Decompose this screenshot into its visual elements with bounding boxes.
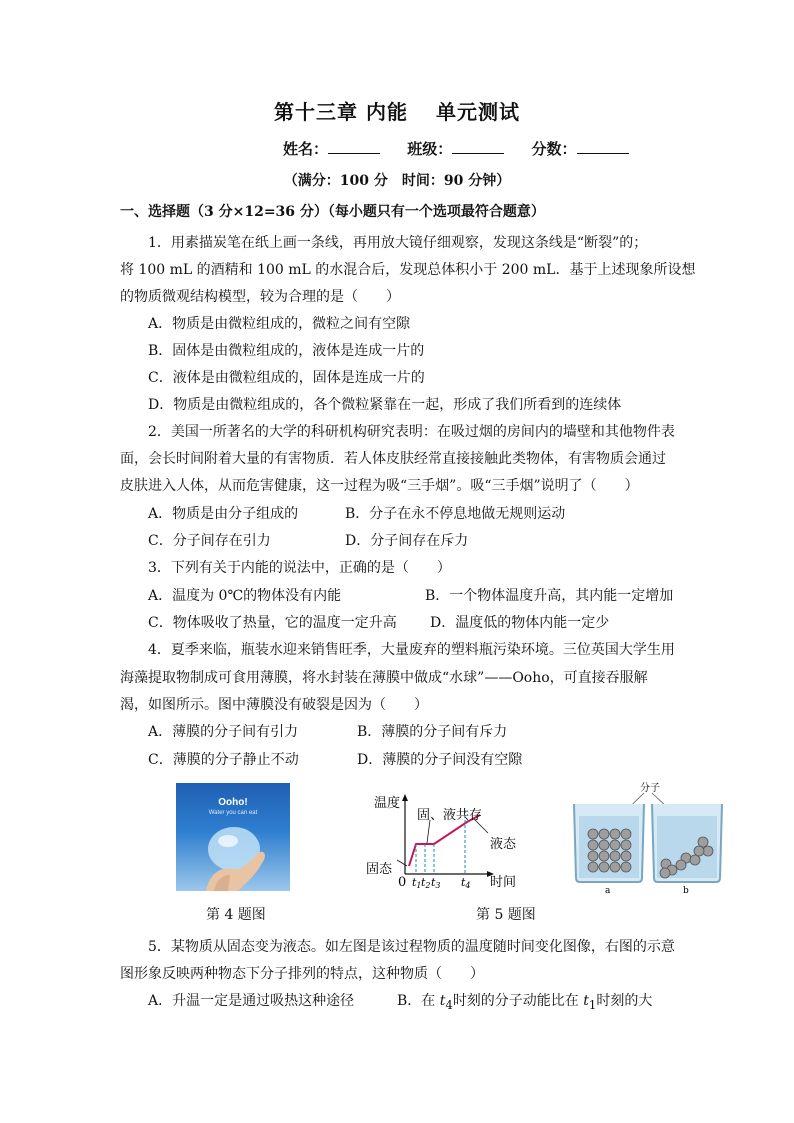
q1-option-b[interactable]: B．固体是由微粒组成的，液体是连成一片的 [148,343,425,359]
t3-letter: t [431,876,436,888]
q4-line-3: 渴，如图所示。图中薄膜没有破裂是因为（ ） [120,697,428,713]
class-blank[interactable] [452,139,504,154]
q5-line-1: 5．某物质从固态变为液态。如左图是该过程物质的温度随时间变化图像，右图的示意 [148,939,675,955]
t4-sub: 4 [465,881,471,888]
graph-origin: 0 [398,875,407,888]
q1-line-3: 的物质微观结构模型，较为合理的是（ ） [120,289,400,305]
q4-line-2: 海藻提取物制成可食用薄膜，将水封装在薄膜中做成“水球”——Ooho，可直接吞服解 [120,670,648,686]
q5-b-t4: t [439,993,446,1009]
graph-liquid-label: 液态 [490,837,517,852]
molecule-label: 分子 [640,783,660,794]
graph-solid-label: 固态 [366,862,393,877]
title-chapter: 第十三章 内能 [274,100,408,124]
q1-option-c[interactable]: C．液体是由微粒组成的，固体是连成一片的 [148,370,425,386]
q5-option-a[interactable]: A．升温一定是通过吸热这种途径 [148,993,355,1009]
figure4-caption: 第 4 题图 [206,907,266,923]
q2-option-a[interactable]: A．物质是由分子组成的 [148,506,299,522]
q1-line-2: 将 100 mL 的酒精和 100 mL 的水混合后，发现总体积小于 200 mL．基于上述现象所设想 [120,262,696,278]
graph-y-label: 温度 [374,796,401,811]
q4-option-c[interactable]: C．薄膜的分子静止不动 [148,752,299,768]
graph-mix-label: 固、液共存 [417,808,483,823]
title-test: 单元测试 [435,100,520,124]
q5-b-t4-sub: 4 [445,997,453,1012]
q3-option-a[interactable]: A．温度为 0℃的物体没有内能 [148,588,342,604]
q4-option-b[interactable]: B．薄膜的分子间有斥力 [357,724,508,740]
q1-option-a[interactable]: A．物质是由微粒组成的，微粒之间有空隙 [148,316,411,332]
ooho-photo [176,783,290,891]
t4-label [461,876,471,888]
page-title [0,96,794,125]
exam-note: （满分：100 分 时间：90 分钟） [283,173,511,189]
name-label: 姓名： [283,140,329,158]
student-info-row [283,138,651,159]
q5-line-2: 图形象反映两种物态下分子排列的特点，这种物质（ ） [120,966,484,982]
q4-option-a[interactable]: A．薄膜的分子间有引力 [148,724,299,740]
q4-line-1: 4．夏季来临，瓶装水迎来销售旺季，大量废弃的塑料瓶污染环境。三位英国大学生用 [148,642,675,658]
q5-b-suffix: 时刻的大 [596,993,653,1009]
q5-option-b[interactable] [397,990,652,1012]
t2-letter: t [421,876,426,888]
q3-option-b[interactable]: B．一个物体温度升高，其内能一定增加 [425,588,674,604]
q2-line-3: 皮肤进入人体，从而危害健康，这一过程为吸“三手烟”。吸“三手烟”说明了（ ） [120,478,639,494]
q5-b-t1: t [583,993,589,1009]
beaker-a-label: a [605,886,611,896]
q5-b-middle: 时刻的分子动能比在 [452,993,584,1009]
photo-subtitle: Water you can eat [208,810,258,816]
section-heading: 一、选择题（3 分×12=36 分）（每小题只有一个选项最符合题意） [120,204,545,220]
beaker-b-label: b [683,886,689,896]
t2-sub: 2 [425,881,431,888]
t4-letter: t [461,876,466,888]
beaker-diagram [568,778,728,896]
q1-line-1: 1．用素描炭笔在纸上画一条线，再用放大镜仔细观察，发现这条线是“断裂”的； [148,235,648,251]
figure5-caption: 第 5 题图 [476,907,536,923]
t3-sub: 3 [435,881,441,888]
mix-leader [427,820,430,843]
score-label: 分数： [531,140,577,158]
photo-title: Ooho! [218,797,248,808]
q2-option-c[interactable]: C．分子间存在引力 [148,533,271,549]
temperature-time-graph [362,788,528,888]
class-label: 班级： [407,140,453,158]
q1-option-d[interactable]: D．物质是由微粒组成的，各个微粒紧靠在一起，形成了我们所看到的连续体 [148,397,622,413]
q2-option-d[interactable]: D．分子间存在斥力 [345,533,469,549]
q5-b-prefix: B．在 [397,993,440,1009]
graph-x-label: 时间 [490,875,517,888]
ooho-illustration [176,783,290,891]
t1-letter: t [412,876,417,888]
q3-option-d[interactable]: D．温度低的物体内能一定少 [430,615,610,631]
score-blank[interactable] [577,139,629,154]
q2-line-2: 面，会长时间附着大量的有害物质．若人体皮肤经常直接接触此类物体，有害物质会通过 [120,451,666,467]
q3-line-1: 3．下列有关于内能的说法中，正确的是（ ） [148,560,451,576]
name-blank[interactable] [328,139,380,154]
y-axis-arrow [402,794,408,801]
t2-label [421,876,431,888]
q2-line-1: 2．美国一所著名的大学的科研机构研究表明：在吸过烟的房间内的墙壁和其他物件表 [148,424,675,440]
t1-sub: 1 [416,881,422,888]
q4-option-d[interactable]: D．薄膜的分子间没有空隙 [357,752,523,768]
t3-label [431,876,441,888]
q3-option-c[interactable]: C．物体吸收了热量，它的温度一定升高 [148,615,397,631]
q5-b-t1-sub: 1 [588,997,597,1012]
q2-option-b[interactable]: B．分子在永不停息地做无规则运动 [345,506,566,522]
